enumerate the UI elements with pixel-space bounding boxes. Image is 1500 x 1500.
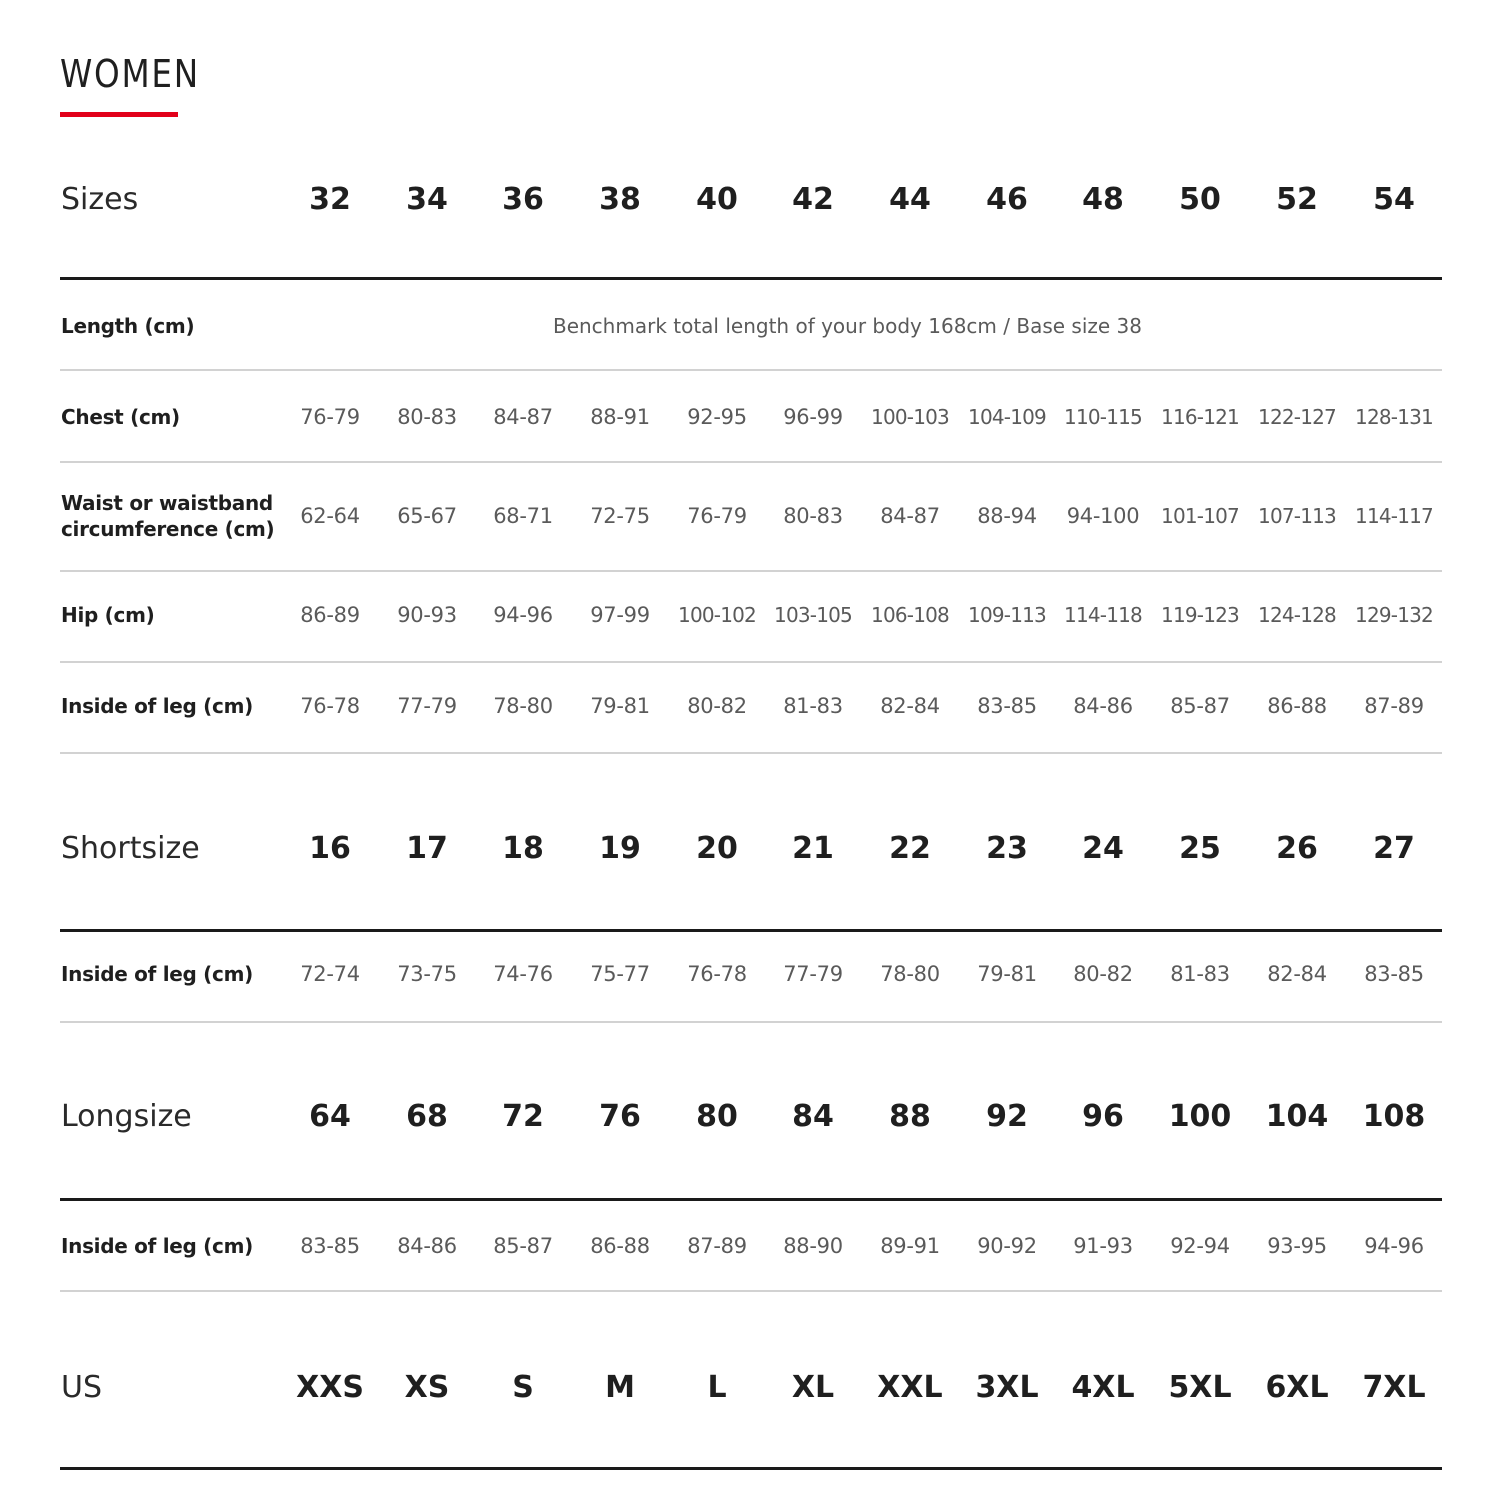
size-cell: 24 [1082,830,1124,866]
size-cell: 97-99 [590,603,650,627]
size-cell: 91-93 [1073,1234,1133,1258]
size-cell: 110-115 [1064,405,1142,429]
size-cell: 38 [599,181,641,217]
size-cell: 18 [502,830,544,866]
size-cell: 86-89 [300,603,360,627]
size-cell: 82-84 [1267,962,1327,986]
page-title: WOMEN [60,52,200,96]
row-label: Waist or waistband circumference (cm) [61,491,275,541]
row-label: US [61,1369,103,1405]
size-cell: 90-93 [397,603,457,627]
size-cell: 104-109 [968,405,1046,429]
size-cell: L [707,1369,727,1405]
size-cell: 77-79 [397,694,457,718]
sizes-row [0,170,1500,228]
size-cell: 77-79 [783,962,843,986]
title-underline [60,112,178,117]
row-label: Sizes [61,181,139,217]
size-cell: 83-85 [977,694,1037,718]
size-cell: 46 [986,181,1028,217]
size-cell: 17 [406,830,448,866]
size-cell: 79-81 [590,694,650,718]
size-cell: 80-82 [687,694,747,718]
divider [60,1021,1442,1023]
size-cell: 88-90 [783,1234,843,1258]
size-cell: 40 [696,181,738,217]
divider [60,1198,1442,1201]
size-cell: 86-88 [1267,694,1327,718]
inside-leg-row [0,685,1500,727]
size-cell: 114-117 [1355,504,1433,528]
longsize-leg-row [0,1225,1500,1267]
size-cell: 122-127 [1258,405,1336,429]
divider [60,277,1442,280]
size-cell: 80 [696,1098,738,1134]
size-cell: M [605,1369,635,1405]
size-cell: 84 [792,1098,834,1134]
size-cell: 88 [889,1098,931,1134]
size-cell: 68 [406,1098,448,1134]
row-label: Longsize [61,1098,192,1134]
divider [60,929,1442,932]
size-cell: 79-81 [977,962,1037,986]
size-cell: 89-91 [880,1234,940,1258]
size-cell: 76-79 [687,504,747,528]
size-cell: 94-96 [493,603,553,627]
size-cell: 4XL [1071,1369,1135,1405]
size-cell: 87-89 [1364,694,1424,718]
size-cell: 84-87 [493,405,553,429]
size-cell: 106-108 [871,603,949,627]
size-cell: 94-96 [1364,1234,1424,1258]
row-label: Hip (cm) [61,603,155,627]
size-cell: 92 [986,1098,1028,1134]
size-cell: 76-79 [300,405,360,429]
size-cell: 84-86 [1073,694,1133,718]
size-cell: 73-75 [397,962,457,986]
size-cell: 62-64 [300,504,360,528]
size-cell: 72 [502,1098,544,1134]
size-cell: 80-83 [397,405,457,429]
size-cell: 92-94 [1170,1234,1230,1258]
size-cell: 75-77 [590,962,650,986]
size-cell: 96-99 [783,405,843,429]
size-cell: 7XL [1362,1369,1426,1405]
size-cell: 5XL [1168,1369,1232,1405]
size-cell: 20 [696,830,738,866]
size-cell: 103-105 [774,603,852,627]
size-cell: 83-85 [300,1234,360,1258]
longsize-row [0,1087,1500,1145]
size-cell: 52 [1276,181,1318,217]
size-cell: 36 [502,181,544,217]
size-cell: 23 [986,830,1028,866]
size-cell: XXS [296,1369,364,1405]
size-cell: 21 [792,830,834,866]
size-cell: 81-83 [783,694,843,718]
size-cell: XS [404,1369,450,1405]
size-cell: 96 [1082,1098,1124,1134]
size-cell: 76-78 [687,962,747,986]
size-cell: 85-87 [1170,694,1230,718]
size-cell: 108 [1362,1098,1426,1134]
size-cell: 74-76 [493,962,553,986]
size-cell: 88-91 [590,405,650,429]
size-cell: 129-132 [1355,603,1433,627]
size-cell: 92-95 [687,405,747,429]
row-label: Inside of leg (cm) [61,962,253,986]
size-cell: 124-128 [1258,603,1336,627]
divider [60,661,1442,663]
divider [60,1290,1442,1292]
size-cell: 100-102 [678,603,756,627]
size-cell: 80-82 [1073,962,1133,986]
row-label: Chest (cm) [61,405,180,429]
hip-row [0,594,1500,636]
size-cell: 93-95 [1267,1234,1327,1258]
size-cell: 109-113 [968,603,1046,627]
us-row [0,1358,1500,1416]
divider [60,570,1442,572]
size-cell: 100 [1168,1098,1232,1134]
size-cell: 107-113 [1258,504,1336,528]
size-cell: 44 [889,181,931,217]
size-cell: 84-87 [880,504,940,528]
row-label: Shortsize [61,830,200,866]
size-cell: 83-85 [1364,962,1424,986]
chest-row [0,396,1500,438]
size-cell: 76 [599,1098,641,1134]
size-cell: 76-78 [300,694,360,718]
size-cell: XXL [877,1369,943,1405]
size-cell: 88-94 [977,504,1037,528]
size-cell: 65-67 [397,504,457,528]
size-cell: 78-80 [493,694,553,718]
size-cell: 82-84 [880,694,940,718]
size-cell: 6XL [1265,1369,1329,1405]
divider [60,752,1442,754]
length-row [0,305,1500,347]
length-note: Benchmark total length of your body 168cm / Base size 38 [552,314,1142,338]
divider [60,369,1442,371]
size-cell: 68-71 [493,504,553,528]
size-cell: 48 [1082,181,1124,217]
size-cell: 50 [1179,181,1221,217]
size-cell: 100-103 [871,405,949,429]
size-cell: 54 [1373,181,1415,217]
row-label: Inside of leg (cm) [61,694,253,718]
size-cell: 101-107 [1161,504,1239,528]
size-cell: 94-100 [1066,504,1140,528]
size-cell: S [512,1369,534,1405]
size-cell: 80-83 [783,504,843,528]
divider [60,1467,1442,1470]
size-cell: 128-131 [1355,405,1433,429]
size-cell: 78-80 [880,962,940,986]
size-cell: 72-75 [590,504,650,528]
shortsize-row [0,819,1500,877]
size-cell: 32 [309,181,351,217]
size-cell: 85-87 [493,1234,553,1258]
waist-row [0,488,1500,544]
size-cell: 104 [1265,1098,1329,1134]
size-cell: XL [791,1369,835,1405]
size-cell: 22 [889,830,931,866]
size-cell: 90-92 [977,1234,1037,1258]
size-cell: 16 [309,830,351,866]
size-cell: 116-121 [1161,405,1239,429]
size-cell: 84-86 [397,1234,457,1258]
divider [60,461,1442,463]
size-cell: 81-83 [1170,962,1230,986]
size-cell: 25 [1179,830,1221,866]
size-cell: 3XL [975,1369,1039,1405]
size-cell: 72-74 [300,962,360,986]
size-cell: 86-88 [590,1234,650,1258]
size-cell: 87-89 [687,1234,747,1258]
row-label: Length (cm) [61,314,195,338]
shortsize-leg-row [0,953,1500,995]
size-cell: 114-118 [1064,603,1142,627]
size-cell: 34 [406,181,448,217]
size-cell: 19 [599,830,641,866]
size-cell: 27 [1373,830,1415,866]
row-label: Inside of leg (cm) [61,1234,253,1258]
size-cell: 119-123 [1161,603,1239,627]
size-cell: 42 [792,181,834,217]
size-cell: 64 [309,1098,351,1134]
size-cell: 26 [1276,830,1318,866]
